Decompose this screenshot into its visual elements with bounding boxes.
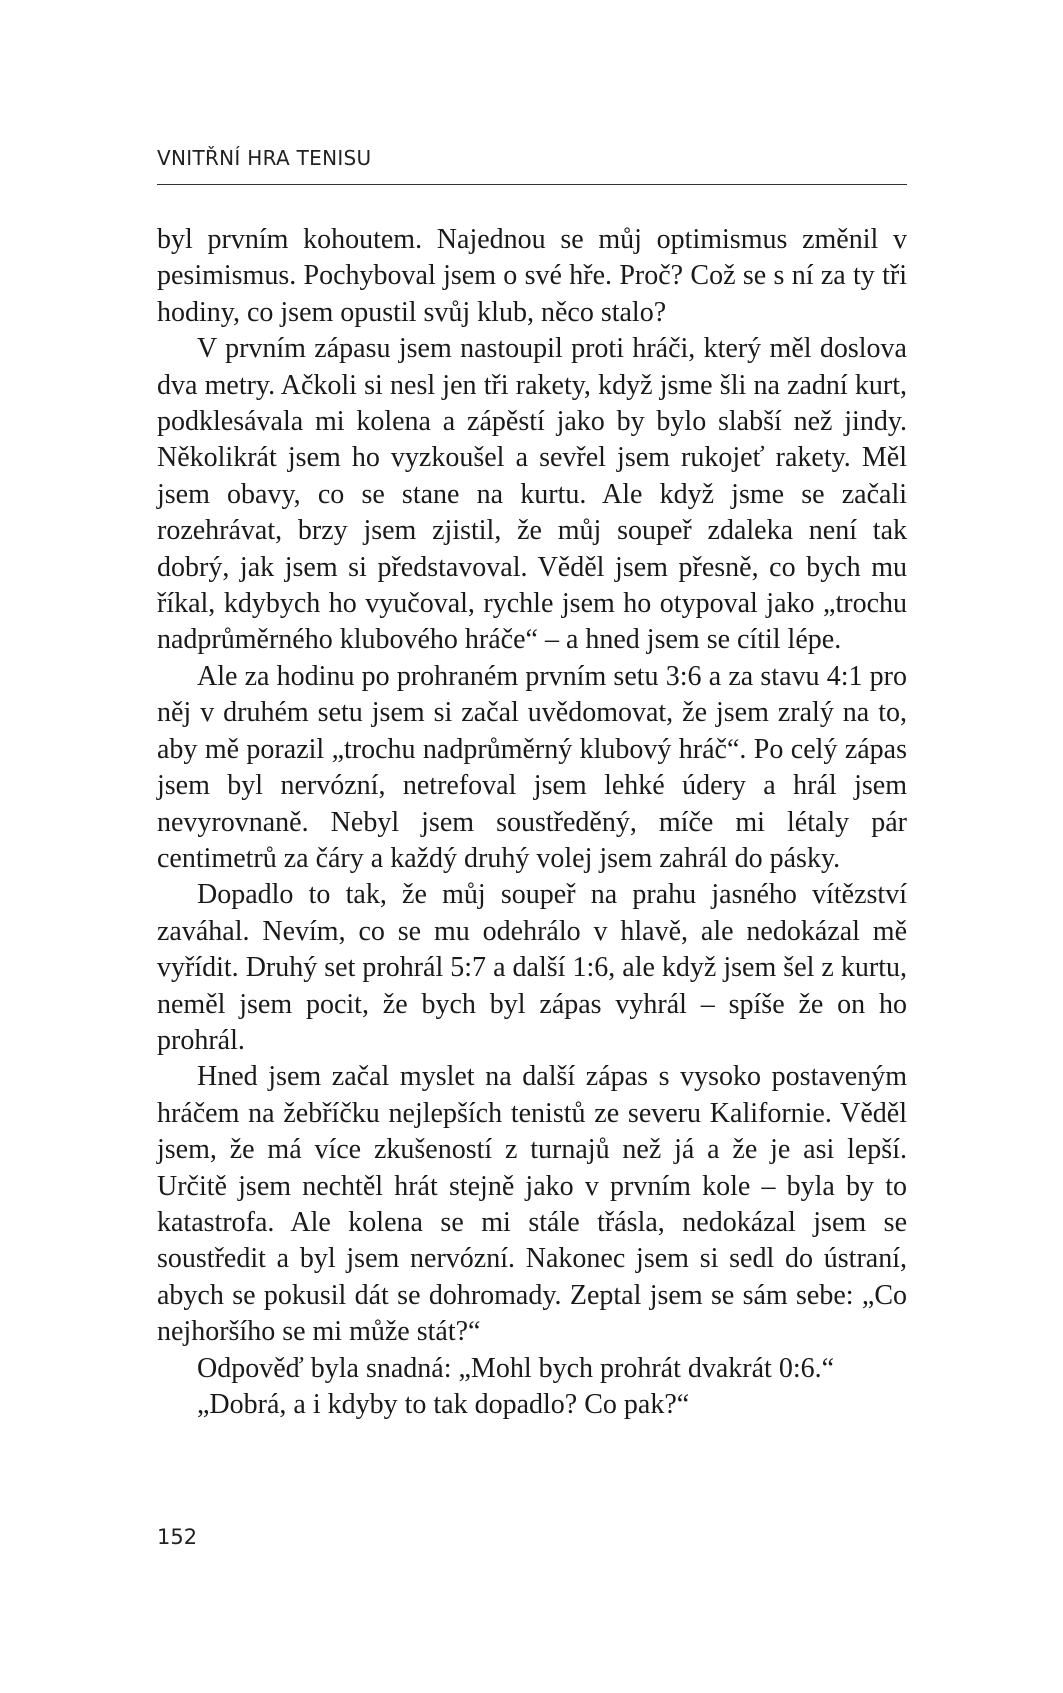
- page-number: 152: [157, 1525, 198, 1549]
- paragraph-7: „Dobrá, a i kdyby to tak dopadlo? Co pak?“: [197, 1389, 690, 1420]
- paragraph-3: Ale za hodinu po prohraném prvním setu 3:6 a za stavu 4:1 pro něj v druhém setu jsem si začal uvědomovat, že jsem zralý na to, aby mě porazil „trochu nadprůměrný klubový hráč“. Po celý zápas jsem byl nervózní, netrefoval jsem lehké údery a hrál jsem nevyrovnaně. Nebyl jsem soustředěný, míče mi létaly pár centimetrů za čáry a každý druhý volej jsem zahrál do pásky.: [157, 660, 907, 874]
- header-rule: [157, 184, 907, 185]
- page-body: [157, 222, 907, 1423]
- paragraph-4: Dopadlo to tak, že můj soupeř na prahu jasného vítězství zaváhal. Nevím, co se mu odehrálo v hlavě, ale nedokázal mě vyřídit. Druhý set prohrál 5:7 a další 1:6, ale když jsem šel z kurtu, neměl jsem pocit, že bych byl zápas vyhrál – spíše že on ho prohrál.: [157, 879, 907, 1056]
- paragraph-5: Hned jsem začal myslet na další zápas s vysoko postaveným hráčem na žebříčku nejlepších tenistů ze severu Kalifornie. Věděl jsem, že má více zkušeností z turnajů než já a že je asi lepší. Určitě jsem nechtěl hrát stejně jako v prvním kole – byla by to katastrofa. Ale kolena se mi stále třásla, nedokázal jsem se soustředit a byl jsem nervózní. Nakonec jsem si sedl do ústraní, abych se pokusil dát se dohromady. Zeptal jsem se sám sebe: „Co nejhoršího se mi může stát?“: [157, 1061, 907, 1348]
- running-header: VNITŘNÍ HRA TENISU: [157, 146, 372, 170]
- paragraph-1: byl prvním kohoutem. Najednou se můj optimismus změnil v pesimismus. Pochyboval jsem o své hře. Proč? Což se s ní za ty tři hodiny, co jsem opustil svůj klub, něco stalo?: [157, 224, 907, 328]
- paragraph-2: V prvním zápasu jsem nastoupil proti hráči, který měl doslova dva metry. Ačkoli si nesl jen tři rakety, když jsme šli na zadní kurt, podklesávala mi kolena a zápěstí jako by bylo slabší než jindy. Několikrát jsem ho vyzkoušel a sevřel jsem rukojeť rakety. Měl jsem obavy, co se stane na kurtu. Ale když jsme se začali rozehrávat, brzy jsem zjistil, že můj soupeř zdaleka není tak dobrý, jak jsem si představoval. Věděl jsem přesně, co bych mu říkal, kdybych ho vyučoval, rychle jsem ho otypoval jako „trochu nadprůměrného klubového hráče“ – a hned jsem se cítil lépe.: [157, 333, 907, 656]
- paragraph-6: Odpověď byla snadná: „Mohl bych prohrát dvakrát 0:6.“: [197, 1352, 835, 1384]
